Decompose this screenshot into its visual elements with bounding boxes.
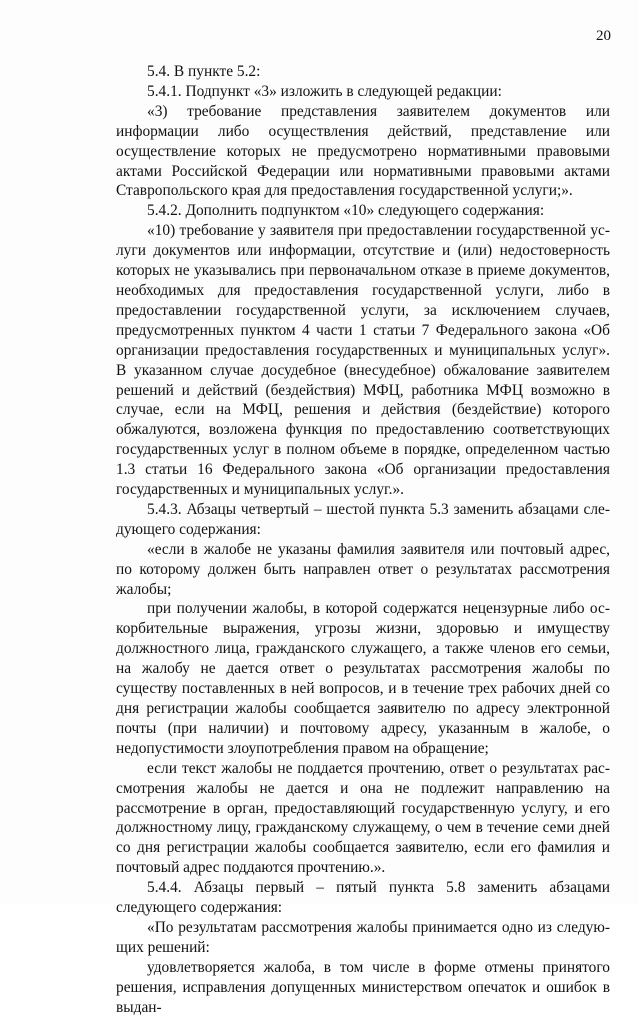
paragraph-unreadable: если текст жалобы не поддается прочтению, ответ о результатах рассмотрения жалобы не дается и она не подлежит направлению на рассмотрение в орган, предоставляющий государственную услугу, и его должностному лицу, гражданскому служащему, о чем в течение семи дней со дня регистрации жалобы сообщается заявителю, если его фамилия и почтовый адрес поддаются прочтению.».: [116, 759, 610, 877]
paragraph-satisfied: удовлетворяется жалоба, в том числе в форме отмены принятого решения, исправления допущенных министерством опечаток и ошибок в выдан-: [116, 958, 610, 1016]
paragraph-5-4-1: 5.4.1. Подпункт «3» изложить в следующей редакции:: [147, 82, 502, 100]
paragraph-5-4-3: 5.4.3. Абзацы четвертый – шестой пункта 5.3 заменить абзацами следующего содержания:: [116, 500, 610, 538]
paragraph-item-3: «3) требование представления заявителем документов или информации либо осуществления действий, представление или осуществление которых не предусмотрено нормативными правовыми актами Российской Федерации или нормативными правовыми актами Ставропольского края для предоставления государственной услуги;».: [116, 102, 610, 200]
paragraph-5-4-2: 5.4.2. Дополнить подпунктом «10» следующего содержания:: [147, 202, 545, 220]
paragraph-item-10: «10) требование у заявителя при предоставлении государственной услуги документов или информации, отсутствие и (или) недостоверность которых не указывались при первоначальном отказе в приеме документов, необходимых для предоставления государственной услуги, либо в предоставлении государственной услуги, за исключением случаев, предусмотренных пунктом 4 части 1 статьи 7 Федерального закона «Об организации предоставления государственных и муниципальных услуг». В указанном случае досудебное (внесудебное) обжалование заявителем решений и действий (бездействия) МФЦ, работника МФЦ возможно в случае, если на МФЦ, решения и действия (бездействие) которого обжалуются, возложена функция по предоставлению соответствующих государственных услуг в полном объеме в порядке, определенном частью 1.3 статьи 16 Федерального закона «Об организации предоставления государственных и муниципальных услуг.».: [116, 222, 610, 499]
document-body: [116, 62, 610, 1018]
paragraph-results: «По результатам рассмотрения жалобы принимается одно из следующих решений:: [116, 918, 610, 956]
paragraph-no-name: «если в жалобе не указаны фамилия заявителя или почтовый адрес, по которому должен быть направлен ответ о результатах рассмотрения жалобы;: [116, 540, 610, 598]
page-number: 20: [596, 28, 611, 44]
paragraph-5-4: 5.4. В пункте 5.2:: [147, 63, 261, 80]
paragraph-obscene: при получении жалобы, в которой содержатся нецензурные либо оскорбительные выражения, угрозы жизни, здоровью и имуществу должностного лица, гражданского служащего, а также членов его семьи, на жалобу не дается ответ о результатах рассмотрения жалобы по существу поставленных в ней вопросов, и в течение трех рабочих дней со дня регистрации жалобы сообщается заявителю по адресу электронной почты (при наличии) и почтовому адресу, указанным в жалобе, о недопустимости злоупотребления правом на обращение;: [116, 600, 610, 757]
paragraph-5-4-4: 5.4.4. Абзацы первый – пятый пункта 5.8 заменить абзацами следующего содержания:: [116, 879, 610, 917]
